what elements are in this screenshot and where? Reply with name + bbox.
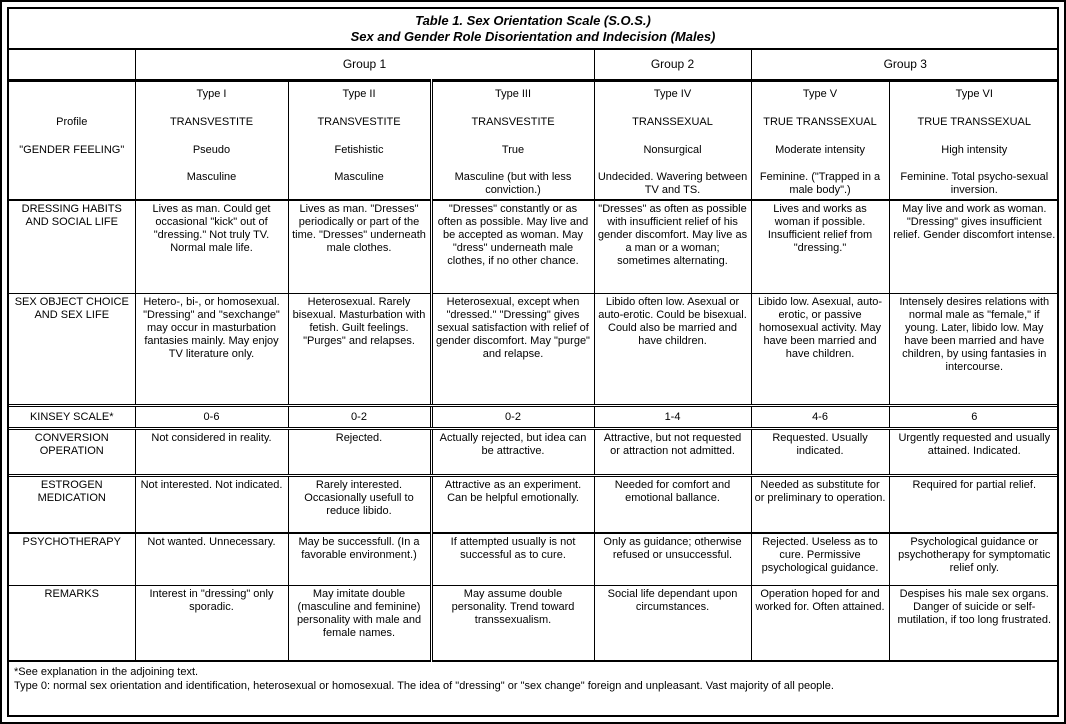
- gender-feeling-label: "GENDER FEELING": [19, 143, 125, 156]
- group-2-header: Group 2: [594, 50, 751, 80]
- type-feeling: Undecided. Wavering between TV and TS.: [597, 170, 748, 196]
- type-category: TRANSVESTITE: [169, 115, 254, 128]
- cell-conversion-type5: Requested. Usually indicated.: [751, 429, 889, 476]
- type-number: Type IV: [653, 87, 692, 100]
- cell-psycho-type1: Not wanted. Unnecessary.: [135, 533, 288, 586]
- type-feeling: Masculine (but with less conviction.): [454, 170, 572, 196]
- cell-estrogen-type1: Not interested. Not indicated.: [135, 476, 288, 533]
- type-number: Type VI: [955, 87, 993, 100]
- type-category: TRUE TRANSSEXUAL: [917, 115, 1032, 128]
- cell-dressing-type4: "Dresses" as often as possible with insufficient relief of his gender discomfort. May live as a man or a woman; sometimes alternating.: [594, 200, 751, 294]
- footnotes: [9, 662, 1057, 716]
- profile-type-2: [288, 80, 431, 200]
- type-subtype: Nonsurgical: [643, 143, 702, 156]
- cell-kinsey-type5: 4-6: [751, 406, 889, 429]
- cell-remarks-type5: Operation hoped for and worked for. Often attained.: [751, 586, 889, 661]
- footnote-asterisk: *See explanation in the adjoining text.: [14, 665, 199, 678]
- cell-remarks-type4: Social life dependant upon circumstances.: [594, 586, 751, 661]
- group-3-header: Group 3: [751, 50, 1059, 80]
- cell-dressing-type3: "Dresses" constantly or as often as possible. May live and be accepted as woman. May "dress" underneath male clothes, if no other chance.: [431, 200, 594, 294]
- row-label-conversion-operation: CONVERSION OPERATION: [9, 429, 135, 476]
- row-label-kinsey-scale: KINSEY SCALE*: [9, 406, 135, 429]
- table-row-psychotherapy: [9, 533, 1059, 586]
- cell-conversion-type2: Rejected.: [288, 429, 431, 476]
- cell-psycho-type6: Psychological guidance or psychotherapy for symptomatic relief only.: [889, 533, 1059, 586]
- row-label-remarks: REMARKS: [9, 586, 135, 661]
- cell-kinsey-type4: 1-4: [594, 406, 751, 429]
- cell-dressing-type6: May live and work as woman. "Dressing" gives insufficient relief. Gender discomfort intense.: [889, 200, 1059, 294]
- cell-sexobj-type2: Heterosexual. Rarely bisexual. Masturbation with fetish. Guilt feelings. "Purges" and relapses.: [288, 294, 431, 406]
- row-label-dressing-habits: DRESSING HABITS AND SOCIAL LIFE: [9, 200, 135, 294]
- profile-type-4: [594, 80, 751, 200]
- footnote-type0: Type 0: normal sex orientation and identification, heterosexual or homosexual. The idea of "dressing" or "sex change" foreign and unpleasant. Vast majority of all people.: [14, 679, 834, 692]
- cell-conversion-type4: Attractive, but not requested or attraction not admitted.: [594, 429, 751, 476]
- cell-sexobj-type3: Heterosexual, except when "dressed." "Dressing" gives sexual satisfaction with relief of gender discomfort. May "purge" and relapse.: [431, 294, 594, 406]
- cell-conversion-type1: Not considered in reality.: [135, 429, 288, 476]
- cell-sexobj-type4: Libido often low. Asexual or auto-erotic. Could be bisexual. Could also be married and have children.: [594, 294, 751, 406]
- profile-type-1: [135, 80, 288, 200]
- profile-type-5: [751, 80, 889, 200]
- cell-psycho-type4: Only as guidance; otherwise refused or unsuccessful.: [594, 533, 751, 586]
- profile-header-row: [9, 80, 1059, 200]
- table-row-remarks: [9, 586, 1059, 661]
- type-number: Type I: [196, 87, 227, 100]
- table-row-kinsey-scale: [9, 406, 1059, 429]
- type-category: TRANSVESTITE: [471, 115, 555, 128]
- type-feeling: Masculine: [186, 170, 237, 183]
- cell-kinsey-type3: 0-2: [431, 406, 594, 429]
- cell-conversion-type3: Actually rejected, but idea can be attractive.: [431, 429, 594, 476]
- cell-psycho-type3: If attempted usually is not successful as to cure.: [431, 533, 594, 586]
- table-row-conversion-operation: [9, 429, 1059, 476]
- row-label-psychotherapy: PSYCHOTHERAPY: [9, 533, 135, 586]
- row-label-profile: [9, 80, 135, 200]
- type-number: Type III: [494, 87, 532, 100]
- cell-psycho-type2: May be successfull. (In a favorable environment.): [288, 533, 431, 586]
- cell-kinsey-type1: 0-6: [135, 406, 288, 429]
- cell-sexobj-type5: Libido low. Asexual, auto-erotic, or passive homosexual activity. May have been married and have children.: [751, 294, 889, 406]
- cell-remarks-type6: Despises his male sex organs. Danger of suicide or self-mutilation, if too long frustrated.: [889, 586, 1059, 661]
- table-row-dressing-habits: [9, 200, 1059, 294]
- cell-sexobj-type6: Intensely desires relations with normal male as "female," if young. Later, libido low. May have been married and have children, by using fantasies in intercourse.: [889, 294, 1059, 406]
- cell-estrogen-type5: Needed as substitute for or preliminary to operation.: [751, 476, 889, 533]
- cell-remarks-type2: May imitate double (masculine and feminine) personality with male and female names.: [288, 586, 431, 661]
- cell-remarks-type1: Interest in "dressing" only sporadic.: [135, 586, 288, 661]
- cell-estrogen-type3: Attractive as an experiment. Can be helpful emotionally.: [431, 476, 594, 533]
- cell-estrogen-type6: Required for partial relief.: [889, 476, 1059, 533]
- type-subtype: High intensity: [941, 143, 1008, 156]
- type-feeling: Masculine: [334, 170, 384, 183]
- profile-type-3: [431, 80, 594, 200]
- row-label-estrogen-medication: ESTROGEN MEDICATION: [9, 476, 135, 533]
- table-row-sex-object: [9, 294, 1059, 406]
- table-title: [9, 9, 1057, 50]
- group-header-row: [9, 50, 1059, 80]
- cell-sexobj-type1: Hetero-, bi-, or homosexual. "Dressing" and "sexchange" may occur in masturbation fantasies mainly. May enjoy TV literature only.: [135, 294, 288, 406]
- title-line-2: Sex and Gender Role Disorientation and Indecision (Males): [350, 29, 716, 44]
- title-line-1: Table 1. Sex Orientation Scale (S.O.S.): [415, 13, 651, 28]
- type-subtype: Pseudo: [192, 143, 231, 156]
- type-subtype: True: [501, 143, 525, 156]
- table-frame: [7, 7, 1059, 717]
- type-number: Type II: [342, 87, 376, 100]
- profile-type-6: [889, 80, 1059, 200]
- profile-label: Profile: [56, 115, 88, 128]
- type-subtype: Fetishistic: [334, 143, 384, 156]
- cell-dressing-type2: Lives as man. "Dresses" periodically or part of the time. "Dresses" underneath male clothes.: [288, 200, 431, 294]
- table-row-estrogen-medication: [9, 476, 1059, 533]
- row-label-sex-object: SEX OBJECT CHOICE AND SEX LIFE: [9, 294, 135, 406]
- type-feeling: Feminine. ("Trapped in a male body".): [759, 170, 881, 196]
- type-subtype: Moderate intensity: [775, 143, 865, 156]
- sos-scale-table: [9, 50, 1059, 662]
- group-1-header: Group 1: [135, 50, 594, 80]
- type-number: Type V: [802, 87, 838, 100]
- group-header-empty-cell: [9, 50, 135, 80]
- type-category: TRUE TRANSSEXUAL: [763, 115, 877, 128]
- cell-estrogen-type2: Rarely interested. Occasionally usefull to reduce libido.: [288, 476, 431, 533]
- type-feeling: Feminine. Total psycho-sexual inversion.: [900, 170, 1049, 196]
- type-category: TRANSSEXUAL: [632, 115, 713, 128]
- cell-estrogen-type4: Needed for comfort and emotional ballance.: [594, 476, 751, 533]
- cell-psycho-type5: Rejected. Useless as to cure. Permissive psychological guidance.: [751, 533, 889, 586]
- cell-conversion-type6: Urgently requested and usually attained. Indicated.: [889, 429, 1059, 476]
- cell-kinsey-type2: 0-2: [288, 406, 431, 429]
- cell-dressing-type5: Lives and works as woman if possible. Insufficient relief from "dressing.": [751, 200, 889, 294]
- type-category: TRANSVESTITE: [317, 115, 401, 128]
- cell-kinsey-type6: 6: [889, 406, 1059, 429]
- cell-dressing-type1: Lives as man. Could get occasional "kick" out of "dressing." Not truly TV. Normal male life.: [135, 200, 288, 294]
- cell-remarks-type3: May assume double personality. Trend toward transsexualism.: [431, 586, 594, 661]
